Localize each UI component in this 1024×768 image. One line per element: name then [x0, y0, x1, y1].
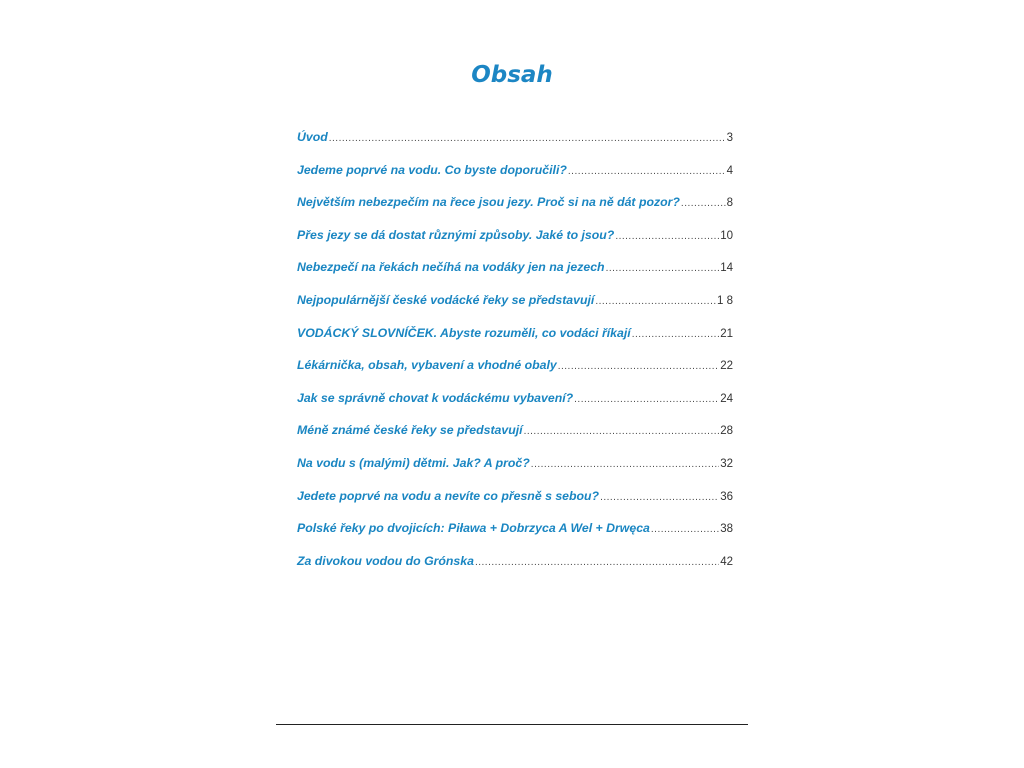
toc-entry-title: Polské řeky po dvojicích: Piława + Dobrzyca A Wel + Drwęca	[297, 521, 650, 536]
dot-leader	[475, 553, 719, 573]
toc-page-number: 22	[720, 360, 733, 373]
toc-entry[interactable]	[297, 257, 733, 290]
toc-entry[interactable]	[297, 453, 733, 486]
toc-entry-title: Úvod	[297, 130, 328, 144]
toc-page-number: 3	[726, 132, 733, 144]
toc-entry-title: Jedete poprvé na vodu a nevíte co přesně s sebou?	[297, 488, 600, 503]
toc-page-number: 21	[720, 327, 733, 340]
toc-entry-title: Na vodu s (malými) dětmi. Jak? A proč?	[297, 455, 530, 470]
dot-leader	[600, 488, 719, 508]
dot-leader	[651, 520, 719, 540]
toc-entry-title: Lékárnička, obsah, vybavení a vhodné obaly	[297, 358, 557, 373]
toc-entry[interactable]	[297, 192, 733, 225]
toc-entry[interactable]	[297, 323, 733, 356]
toc-title: Obsah	[471, 62, 553, 88]
toc-entry[interactable]	[297, 486, 733, 519]
toc-entry[interactable]	[297, 420, 733, 453]
toc-page-number: 36	[720, 490, 733, 503]
toc-page-number: 4	[726, 164, 733, 177]
table-of-contents	[297, 127, 733, 583]
toc-entry[interactable]	[297, 225, 733, 258]
dot-leader	[329, 129, 726, 149]
toc-entry-title: Nejpopulárnější české vodácké řeky se představují	[297, 292, 595, 307]
dot-leader	[615, 227, 719, 247]
toc-page-number: 24	[720, 392, 733, 405]
dot-leader	[574, 390, 719, 410]
toc-entry-title: Přes jezy se dá dostat různými způsoby. Jaké to jsou?	[297, 227, 615, 242]
dot-leader	[632, 325, 720, 345]
toc-entry[interactable]	[297, 551, 733, 584]
toc-entry-title: Méně známé české řeky se představují	[297, 423, 523, 438]
toc-entry-title: Jedeme poprvé na vodu. Co byste doporučili?	[297, 162, 567, 177]
toc-page-number: 42	[720, 555, 733, 568]
dot-leader	[568, 162, 726, 182]
toc-page-number: 28	[720, 425, 733, 438]
dot-leader	[606, 259, 720, 279]
toc-page-number: 10	[720, 229, 733, 242]
toc-entry[interactable]	[297, 388, 733, 421]
toc-entry-title: Jak se správně chovat k vodáckému vybavení?	[297, 390, 574, 405]
toc-entry[interactable]	[297, 290, 733, 323]
toc-page-number: 38	[720, 523, 733, 536]
toc-page-number: 14	[720, 262, 733, 275]
toc-entry[interactable]	[297, 518, 733, 551]
dot-leader	[595, 292, 716, 312]
toc-entry-title: Největším nebezpečím na řece jsou jezy. Proč si na ně dát pozor?	[297, 195, 680, 210]
toc-page-number: 32	[720, 457, 733, 470]
dot-leader	[681, 194, 726, 214]
toc-page-number: 1 8	[717, 294, 733, 307]
toc-entry[interactable]	[297, 160, 733, 193]
toc-entry[interactable]	[297, 355, 733, 388]
dot-leader	[558, 357, 720, 377]
toc-entry-title: Nebezpečí na řekách nečíhá na vodáky jen na jezech	[297, 260, 605, 275]
toc-entry-title: VODÁCKÝ SLOVNÍČEK. Abyste rozuměli, co vodáci říkají	[297, 325, 631, 340]
dot-leader	[531, 455, 719, 475]
toc-page-number: 8	[726, 197, 733, 210]
footer-divider	[276, 724, 748, 725]
toc-entry[interactable]	[297, 127, 733, 160]
dot-leader	[524, 422, 720, 442]
toc-entry-title: Za divokou vodou do Grónska	[297, 553, 474, 568]
